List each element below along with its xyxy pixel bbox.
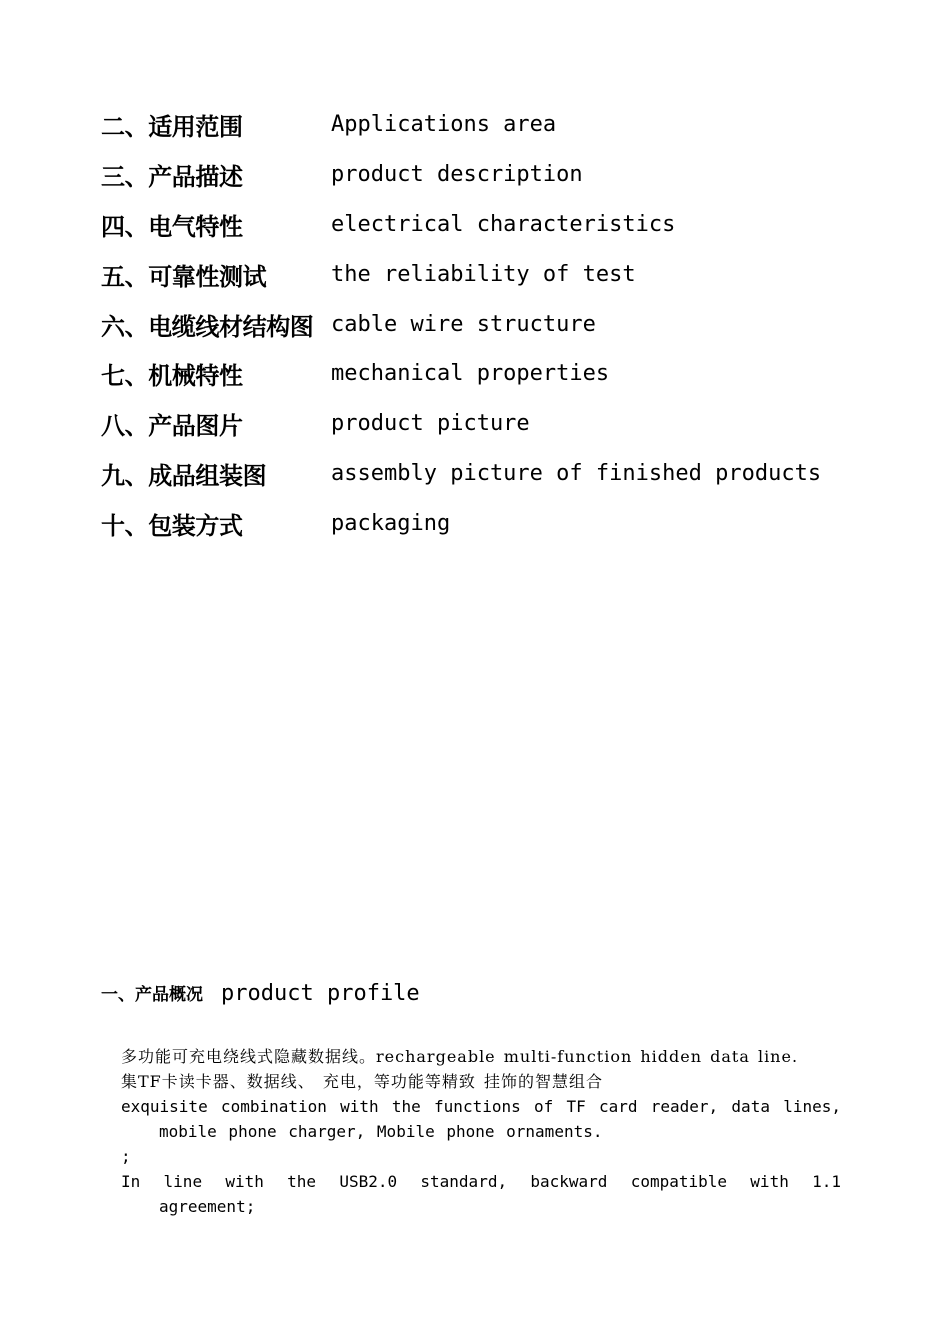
toc-title-zh: 六、电缆线材结构图 [101, 311, 314, 341]
toc-title-zh: 九、成品组装图 [101, 460, 267, 490]
toc-row [101, 349, 901, 399]
toc-row [101, 449, 901, 499]
toc-title-zh: 八、产品图片 [101, 411, 243, 441]
toc-title-en: electrical characteristics [331, 211, 676, 237]
toc-row [101, 200, 901, 250]
toc-title-zh: 七、机械特性 [101, 361, 243, 391]
toc-row [101, 498, 901, 548]
table-of-contents [101, 100, 901, 548]
toc-row [101, 150, 901, 200]
toc-row [101, 299, 901, 349]
toc-row [101, 100, 901, 150]
paragraph: 集TF卡读卡器、数据线、 充电，等功能等精致 挂饰的智慧组合 [121, 1072, 603, 1091]
toc-title-en: mechanical properties [331, 361, 610, 387]
section-body [121, 1044, 841, 1219]
toc-row [101, 249, 901, 299]
toc-title-zh: 十、包装方式 [101, 510, 243, 540]
toc-title-zh: 二、适用范围 [101, 112, 243, 142]
toc-title-en: cable wire structure [331, 311, 596, 337]
toc-title-zh: 四、电气特性 [101, 211, 243, 241]
toc-title-zh: 三、产品描述 [101, 162, 243, 192]
section-heading-en: product profile [221, 981, 420, 1006]
toc-row [101, 399, 901, 449]
toc-title-en: packaging [331, 510, 451, 536]
toc-title-zh: 五、可靠性测试 [101, 261, 267, 291]
toc-title-en: Applications area [331, 112, 557, 138]
toc-title-en: product description [331, 162, 583, 188]
paragraph: exquisite combination with the functions of TF card reader, data lines, mobile phone charger, Mobile phone ornaments. [121, 1097, 841, 1141]
toc-title-en: product picture [331, 411, 530, 437]
paragraph: In line with the USB2.0 standard, backward compatible with 1.1 agreement; [121, 1172, 841, 1216]
section-heading-zh: 一、产品概况 [101, 985, 203, 1005]
toc-title-en: assembly picture of finished products [331, 460, 822, 486]
section-heading [101, 980, 420, 1006]
toc-title-en: the reliability of test [331, 261, 636, 287]
paragraph: 多功能可充电绕线式隐藏数据线。rechargeable multi-function hidden data line. [121, 1047, 799, 1066]
paragraph: ; [121, 1147, 131, 1166]
